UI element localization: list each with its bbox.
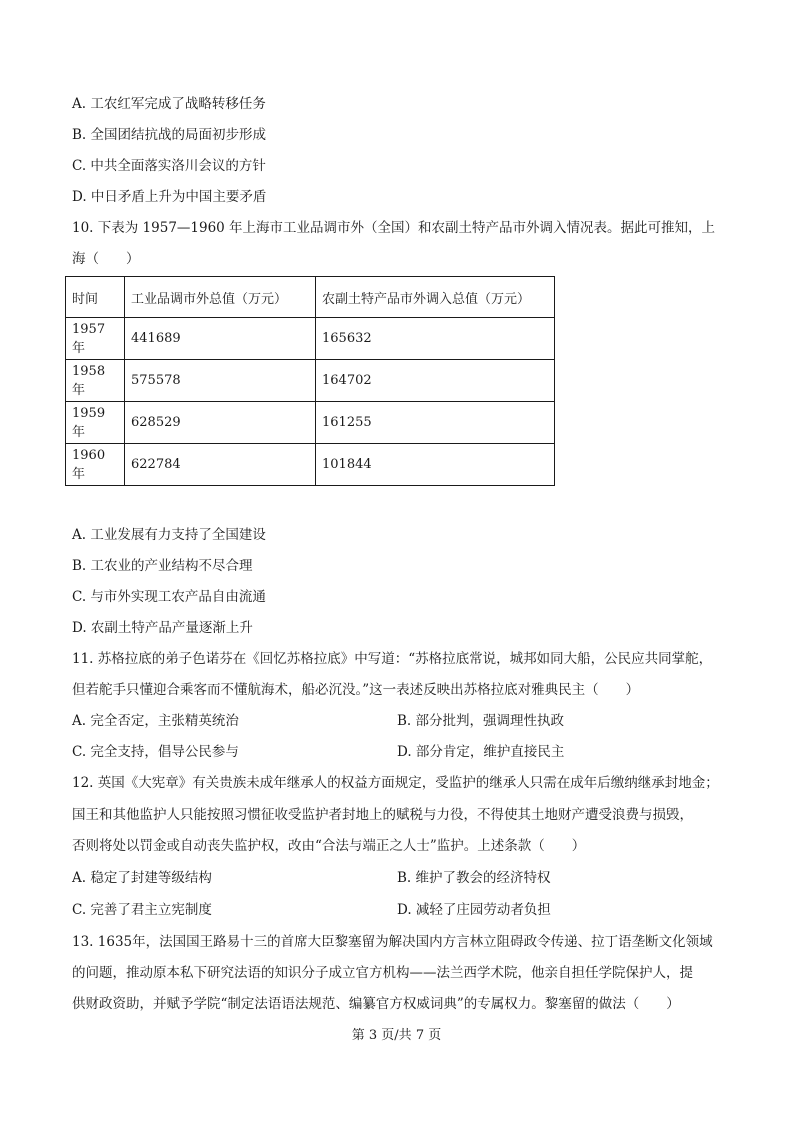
q13-stem-line2: 的问题，推动原本私下研究法语的知识分子成立官方机构——法兰西学术院，他亲自担任学院保护人，提 [72,965,693,981]
table-cell: 628529 [125,402,316,444]
table-cell: 1958年 [66,360,125,402]
table-row [66,444,555,486]
q11-stem-line2: 但若舵手只懂迎合乘客而不懂航海术，船必沉没。”这一表述反映出苏格拉底对雅典民主（ ） [72,682,640,698]
table-cell: 1957年 [66,318,125,360]
q11-option-d: D. 部分肯定，维护直接民主 [397,744,565,760]
table-header-row [66,277,555,318]
q12-stem-line3: 否则将处以罚金或自动丧失监护权，改由“合法与端正之人士”监护。上述条款（ ） [72,838,586,854]
table-cell: 164702 [316,360,555,402]
table-row [66,402,555,444]
table-row [66,360,555,402]
table-cell: 161255 [316,402,555,444]
page-footer: 第 3 页/共 7 页 [351,1028,442,1043]
q10-option-d: D. 农副土特产品产量逐渐上升 [72,620,253,636]
q11-option-b: B. 部分批判，强调理性执政 [397,713,565,729]
q10-stem-line2: 海（ ） [72,251,140,267]
table-cell: 101844 [316,444,555,486]
q11-option-c: C. 完全支持，倡导公民参与 [72,744,239,760]
table-cell: 165632 [316,318,555,360]
q13-stem-line1: 13. 1635年，法国国王路易十三的首席大臣黎塞留为解决国内方言林立阻碍政令传递、拉丁语垄断文化领域 [72,934,713,950]
q12-option-b: B. 维护了教会的经济特权 [397,870,551,886]
q11-stem-line1: 11. 苏格拉底的弟子色诺芬在《回忆苏格拉底》中写道：“苏格拉底常说，城邦如同大船，公民应共同掌舵， [72,651,713,667]
q12-stem-line1: 12. 英国《大宪章》有关贵族未成年继承人的权益方面规定，受监护的继承人只需在成年后缴纳继承封地金； [72,775,719,791]
q10-option-b: B. 工农业的产业结构不尽合理 [72,558,253,574]
table-row [66,318,555,360]
q9-option-a: A. 工农红军完成了战略转移任务 [72,96,266,112]
q10-data-table [65,276,555,486]
table-cell: 1959年 [66,402,125,444]
q11-option-a: A. 完全否定，主张精英统治 [72,713,239,729]
q9-option-d: D. 中日矛盾上升为中国主要矛盾 [72,189,267,205]
q9-option-b: B. 全国团结抗战的局面初步形成 [72,127,267,143]
q9-option-c: C. 中共全面落实洛川会议的方针 [72,158,266,174]
table-cell: 575578 [125,360,316,402]
table-header-cell: 时间 [66,277,125,318]
q12-option-d: D. 减轻了庄园劳动者负担 [397,902,551,918]
table-header-cell: 农副土特产品市外调入总值（万元） [316,277,555,318]
table-header-cell: 工业品调市外总值（万元） [125,277,316,318]
q10-stem-line1: 10. 下表为 1957—1960 年上海市工业品调市外（全国）和农副土特产品市外调入情况表。据此可推知，上 [72,220,716,236]
q12-option-a: A. 稳定了封建等级结构 [72,870,212,886]
q10-option-c: C. 与市外实现工农产品自由流通 [72,589,266,605]
q12-stem-line2: 国王和其他监护人只能按照习惯征收受监护者封地上的赋税与力役，不得使其土地财产遭受浪费与损毁， [72,807,693,823]
table-cell: 622784 [125,444,316,486]
q10-option-a: A. 工业发展有力支持了全国建设 [72,527,266,543]
q13-stem-line3: 供财政资助，并赋予学院“制定法语语法规范、编纂官方权威词典”的专属权力。黎塞留的做法（ ） [72,996,680,1012]
table-cell: 441689 [125,318,316,360]
table-cell: 1960年 [66,444,125,486]
q12-option-c: C. 完善了君主立宪制度 [72,902,212,918]
